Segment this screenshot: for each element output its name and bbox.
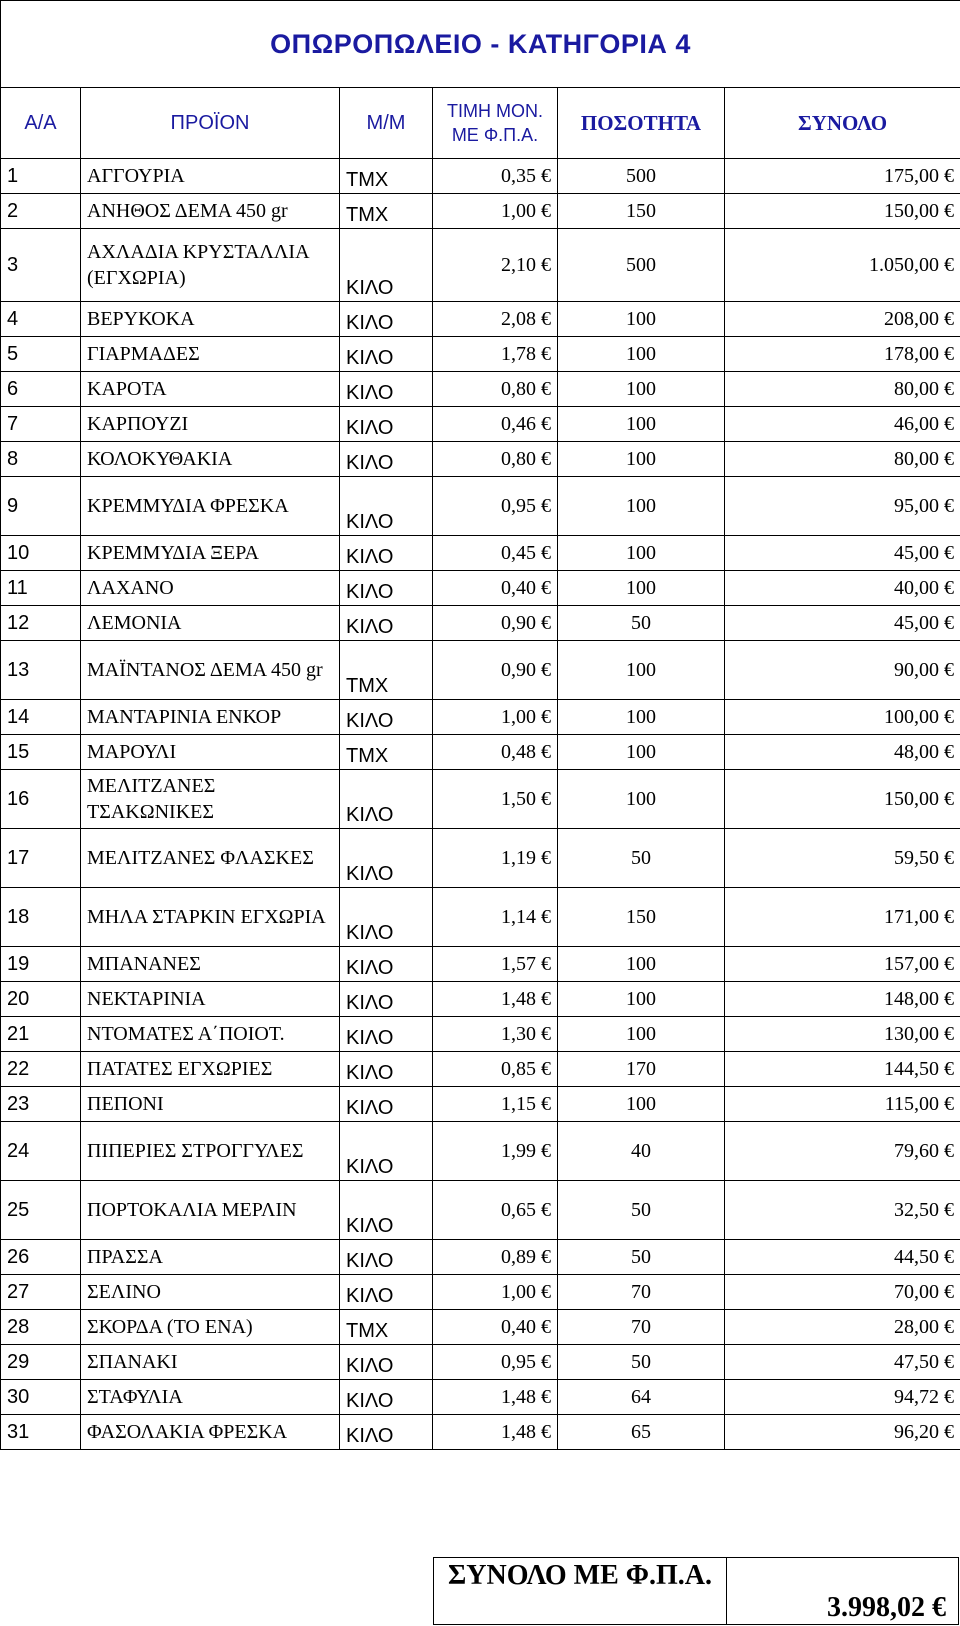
row-unit-price: 1,57 €	[433, 947, 558, 982]
row-unit: ΚΙΛΟ	[340, 1122, 433, 1181]
row-number: 15	[1, 735, 81, 770]
table-row	[1, 1122, 960, 1181]
row-number: 25	[1, 1181, 81, 1240]
row-product-name: ΜΠΑΝΑΝΕΣ	[81, 947, 340, 982]
row-unit-price: 0,45 €	[433, 536, 558, 571]
row-total: 46,00 €	[725, 407, 960, 442]
row-product-name: ΚΑΡΟΤΑ	[81, 372, 340, 407]
row-product-name: ΚΑΡΠΟΥΖΙ	[81, 407, 340, 442]
table-row	[1, 229, 960, 302]
row-total: 94,72 €	[725, 1380, 960, 1415]
row-unit: ΚΙΛΟ	[340, 947, 433, 982]
table-row	[1, 407, 960, 442]
table-row	[1, 1017, 960, 1052]
row-unit-price: 0,40 €	[433, 1310, 558, 1345]
row-quantity: 70	[558, 1275, 725, 1310]
row-unit: ΚΙΛΟ	[340, 606, 433, 641]
row-product-name: ΛΕΜΟΝΙΑ	[81, 606, 340, 641]
row-quantity: 70	[558, 1310, 725, 1345]
row-product-name: ΒΕΡΥΚΟΚΑ	[81, 302, 340, 337]
row-product-name: ΑΓΓΟΥΡΙΑ	[81, 159, 340, 194]
row-total: 79,60 €	[725, 1122, 960, 1181]
table-row	[1, 1181, 960, 1240]
row-unit: ΚΙΛΟ	[340, 1380, 433, 1415]
row-quantity: 50	[558, 1345, 725, 1380]
table-row	[1, 1415, 960, 1450]
row-unit: ΚΙΛΟ	[340, 1415, 433, 1450]
row-unit-price: 0,95 €	[433, 1345, 558, 1380]
row-unit-price: 1,19 €	[433, 829, 558, 888]
table-row	[1, 1275, 960, 1310]
row-unit-price: 1,78 €	[433, 337, 558, 372]
row-product-name: ΝΕΚΤΑΡΙΝΙΑ	[81, 982, 340, 1017]
row-number: 31	[1, 1415, 81, 1450]
row-unit-price: 1,00 €	[433, 1275, 558, 1310]
grand-total-value: 3.998,02 €	[827, 1592, 946, 1623]
row-number: 14	[1, 700, 81, 735]
row-number: 20	[1, 982, 81, 1017]
row-quantity: 100	[558, 1087, 725, 1122]
row-product-name: ΓΙΑΡΜΑΔΕΣ	[81, 337, 340, 372]
row-unit-price: 0,90 €	[433, 641, 558, 700]
row-quantity: 50	[558, 829, 725, 888]
row-number: 13	[1, 641, 81, 700]
row-unit-price: 2,08 €	[433, 302, 558, 337]
row-total: 90,00 €	[725, 641, 960, 700]
row-quantity: 100	[558, 477, 725, 536]
row-product-name: ΣΠΑΝΑΚΙ	[81, 1345, 340, 1380]
row-number: 12	[1, 606, 81, 641]
row-unit-price: 2,10 €	[433, 229, 558, 302]
row-number: 21	[1, 1017, 81, 1052]
row-unit-price: 1,30 €	[433, 1017, 558, 1052]
row-total: 171,00 €	[725, 888, 960, 947]
row-number: 27	[1, 1275, 81, 1310]
table-row	[1, 770, 960, 829]
header-quantity: ΠΟΣΟΤΗΤΑ	[558, 88, 725, 159]
row-quantity: 100	[558, 641, 725, 700]
row-unit: ΚΙΛΟ	[340, 442, 433, 477]
row-number: 28	[1, 1310, 81, 1345]
table-row	[1, 1380, 960, 1415]
row-total: 115,00 €	[725, 1087, 960, 1122]
row-unit-price: 1,50 €	[433, 770, 558, 829]
row-quantity: 100	[558, 982, 725, 1017]
row-number: 24	[1, 1122, 81, 1181]
row-product-name: ΠΕΠΟΝΙ	[81, 1087, 340, 1122]
row-unit-price: 0,40 €	[433, 571, 558, 606]
table-row	[1, 700, 960, 735]
row-total: 144,50 €	[725, 1052, 960, 1087]
row-unit-price: 0,80 €	[433, 372, 558, 407]
row-total: 28,00 €	[725, 1310, 960, 1345]
table-row	[1, 442, 960, 477]
header-total: ΣΥΝΟΛΟ	[725, 88, 960, 159]
row-unit: ΚΙΛΟ	[340, 536, 433, 571]
row-unit-price: 1,14 €	[433, 888, 558, 947]
table-row	[1, 1052, 960, 1087]
row-unit: ΚΙΛΟ	[340, 1275, 433, 1310]
table-row	[1, 1087, 960, 1122]
row-unit-price: 0,65 €	[433, 1181, 558, 1240]
row-unit: ΤΜΧ	[340, 194, 433, 229]
row-unit-price: 1,48 €	[433, 1380, 558, 1415]
row-unit: ΤΜΧ	[340, 641, 433, 700]
table-row	[1, 982, 960, 1017]
row-unit: ΚΙΛΟ	[340, 302, 433, 337]
header-product: ΠΡΟΪΟΝ	[81, 88, 340, 159]
row-total: 1.050,00 €	[725, 229, 960, 302]
row-unit: ΚΙΛΟ	[340, 1345, 433, 1380]
row-number: 1	[1, 159, 81, 194]
row-total: 100,00 €	[725, 700, 960, 735]
row-total: 80,00 €	[725, 372, 960, 407]
row-total: 148,00 €	[725, 982, 960, 1017]
table-row	[1, 477, 960, 536]
row-quantity: 100	[558, 407, 725, 442]
table-row	[1, 337, 960, 372]
row-total: 130,00 €	[725, 1017, 960, 1052]
row-unit-price: 1,48 €	[433, 1415, 558, 1450]
row-product-name: ΚΡΕΜΜΥΔΙΑ ΞΕΡΑ	[81, 536, 340, 571]
row-unit-price: 0,90 €	[433, 606, 558, 641]
row-product-name: ΜΕΛΙΤΖΑΝΕΣ ΤΣΑΚΩΝΙΚΕΣ	[81, 770, 340, 829]
row-unit-price: 1,15 €	[433, 1087, 558, 1122]
table-row	[1, 536, 960, 571]
row-number: 29	[1, 1345, 81, 1380]
row-quantity: 100	[558, 337, 725, 372]
row-unit-price: 0,46 €	[433, 407, 558, 442]
row-product-name: ΜΑΝΤΑΡΙΝΙΑ ΕΝΚΟΡ	[81, 700, 340, 735]
row-quantity: 150	[558, 194, 725, 229]
row-quantity: 65	[558, 1415, 725, 1450]
row-unit: ΚΙΛΟ	[340, 337, 433, 372]
row-quantity: 50	[558, 1181, 725, 1240]
row-number: 16	[1, 770, 81, 829]
row-total: 150,00 €	[725, 770, 960, 829]
row-unit: ΤΜΧ	[340, 1310, 433, 1345]
table-row	[1, 641, 960, 700]
row-product-name: ΚΟΛΟΚΥΘΑΚΙΑ	[81, 442, 340, 477]
row-number: 9	[1, 477, 81, 536]
row-unit: ΚΙΛΟ	[340, 829, 433, 888]
header-price: ΤΙΜΗ ΜΟΝ. ΜΕ Φ.Π.Α.	[433, 88, 558, 159]
row-unit: ΚΙΛΟ	[340, 1181, 433, 1240]
table-row	[1, 829, 960, 888]
row-unit-price: 1,99 €	[433, 1122, 558, 1181]
row-unit: ΤΜΧ	[340, 735, 433, 770]
row-number: 26	[1, 1240, 81, 1275]
table-row	[1, 947, 960, 982]
row-quantity: 100	[558, 302, 725, 337]
row-quantity: 50	[558, 1240, 725, 1275]
row-unit-price: 0,95 €	[433, 477, 558, 536]
row-unit: ΚΙΛΟ	[340, 372, 433, 407]
grand-total-label: ΣΥΝΟΛΟ ΜΕ Φ.Π.Α.	[434, 1558, 727, 1624]
row-total: 208,00 €	[725, 302, 960, 337]
row-unit-price: 1,48 €	[433, 982, 558, 1017]
row-product-name: ΑΧΛΑΔΙΑ ΚΡΥΣΤΑΛΛΙΑ (ΕΓΧΩΡΙΑ)	[81, 229, 340, 302]
row-unit: ΚΙΛΟ	[340, 407, 433, 442]
row-number: 7	[1, 407, 81, 442]
table-row	[1, 159, 960, 194]
header-aa: Α/Α	[1, 88, 81, 159]
row-product-name: ΝΤΟΜΑΤΕΣ Α΄ΠΟΙΟΤ.	[81, 1017, 340, 1052]
table-row	[1, 606, 960, 641]
row-number: 23	[1, 1087, 81, 1122]
row-total: 40,00 €	[725, 571, 960, 606]
row-quantity: 100	[558, 372, 725, 407]
row-number: 2	[1, 194, 81, 229]
row-unit: ΚΙΛΟ	[340, 1087, 433, 1122]
row-number: 11	[1, 571, 81, 606]
row-unit-price: 0,80 €	[433, 442, 558, 477]
row-total: 80,00 €	[725, 442, 960, 477]
row-unit: ΚΙΛΟ	[340, 1017, 433, 1052]
row-number: 3	[1, 229, 81, 302]
row-total: 59,50 €	[725, 829, 960, 888]
row-quantity: 100	[558, 700, 725, 735]
row-quantity: 40	[558, 1122, 725, 1181]
row-product-name: ΠΟΡΤΟΚΑΛΙΑ ΜΕΡΛΙΝ	[81, 1181, 340, 1240]
row-product-name: ΠΙΠΕΡΙΕΣ ΣΤΡΟΓΓΥΛΕΣ	[81, 1122, 340, 1181]
row-quantity: 500	[558, 159, 725, 194]
row-total: 175,00 €	[725, 159, 960, 194]
row-total: 32,50 €	[725, 1181, 960, 1240]
row-number: 19	[1, 947, 81, 982]
row-number: 17	[1, 829, 81, 888]
row-product-name: ΜΑΪΝΤΑΝΟΣ ΔΕΜΑ 450 gr	[81, 641, 340, 700]
row-unit: ΚΙΛΟ	[340, 477, 433, 536]
row-unit-price: 0,85 €	[433, 1052, 558, 1087]
row-product-name: ΛΑΧΑΝΟ	[81, 571, 340, 606]
grand-total-box	[433, 1557, 959, 1625]
row-unit-price: 1,00 €	[433, 194, 558, 229]
row-quantity: 64	[558, 1380, 725, 1415]
row-number: 6	[1, 372, 81, 407]
row-quantity: 100	[558, 947, 725, 982]
table-row	[1, 194, 960, 229]
row-unit: ΚΙΛΟ	[340, 700, 433, 735]
row-product-name: ΠΡΑΣΣΑ	[81, 1240, 340, 1275]
table-row	[1, 302, 960, 337]
row-total: 96,20 €	[725, 1415, 960, 1450]
row-total: 44,50 €	[725, 1240, 960, 1275]
row-unit-price: 0,89 €	[433, 1240, 558, 1275]
row-unit-price: 0,35 €	[433, 159, 558, 194]
header-unit: Μ/Μ	[340, 88, 433, 159]
row-unit: ΤΜΧ	[340, 159, 433, 194]
row-product-name: ΜΕΛΙΤΖΑΝΕΣ ΦΛΑΣΚΕΣ	[81, 829, 340, 888]
row-unit: ΚΙΛΟ	[340, 1052, 433, 1087]
row-total: 70,00 €	[725, 1275, 960, 1310]
row-unit-price: 1,00 €	[433, 700, 558, 735]
row-total: 95,00 €	[725, 477, 960, 536]
row-number: 8	[1, 442, 81, 477]
row-quantity: 500	[558, 229, 725, 302]
row-quantity: 100	[558, 442, 725, 477]
row-product-name: ΜΑΡΟΥΛΙ	[81, 735, 340, 770]
row-total: 48,00 €	[725, 735, 960, 770]
row-product-name: ΦΑΣΟΛΑΚΙΑ ΦΡΕΣΚΑ	[81, 1415, 340, 1450]
row-number: 4	[1, 302, 81, 337]
row-unit: ΚΙΛΟ	[340, 982, 433, 1017]
row-number: 10	[1, 536, 81, 571]
row-quantity: 100	[558, 571, 725, 606]
row-product-name: ΑΝΗΘΟΣ ΔΕΜΑ 450 gr	[81, 194, 340, 229]
page-title: ΟΠΩΡΟΠΩΛΕΙΟ - ΚΑΤΗΓΟΡΙΑ 4	[1, 1, 960, 88]
table-row	[1, 1240, 960, 1275]
row-number: 30	[1, 1380, 81, 1415]
table-row	[1, 735, 960, 770]
row-total: 157,00 €	[725, 947, 960, 982]
row-quantity: 100	[558, 1017, 725, 1052]
table-row	[1, 1310, 960, 1345]
row-product-name: ΜΗΛΑ ΣΤΑΡΚΙΝ ΕΓΧΩΡΙΑ	[81, 888, 340, 947]
row-product-name: ΣΤΑΦΥΛΙΑ	[81, 1380, 340, 1415]
row-number: 18	[1, 888, 81, 947]
row-total: 45,00 €	[725, 606, 960, 641]
row-product-name: ΠΑΤΑΤΕΣ ΕΓΧΩΡΙΕΣ	[81, 1052, 340, 1087]
row-number: 22	[1, 1052, 81, 1087]
row-quantity: 150	[558, 888, 725, 947]
table-row	[1, 888, 960, 947]
table-row	[1, 372, 960, 407]
row-number: 5	[1, 337, 81, 372]
row-total: 150,00 €	[725, 194, 960, 229]
row-quantity: 50	[558, 606, 725, 641]
row-total: 178,00 €	[725, 337, 960, 372]
row-product-name: ΚΡΕΜΜΥΔΙΑ ΦΡΕΣΚΑ	[81, 477, 340, 536]
row-quantity: 100	[558, 735, 725, 770]
row-unit: ΚΙΛΟ	[340, 571, 433, 606]
row-total: 47,50 €	[725, 1345, 960, 1380]
row-quantity: 170	[558, 1052, 725, 1087]
row-unit-price: 0,48 €	[433, 735, 558, 770]
table-row	[1, 1345, 960, 1380]
table-row	[1, 571, 960, 606]
row-unit: ΚΙΛΟ	[340, 888, 433, 947]
row-product-name: ΣΕΛΙΝΟ	[81, 1275, 340, 1310]
row-unit: ΚΙΛΟ	[340, 229, 433, 302]
row-total: 45,00 €	[725, 536, 960, 571]
row-product-name: ΣΚΟΡΔΑ (ΤΟ ΕΝΑ)	[81, 1310, 340, 1345]
table-header-row	[1, 88, 960, 159]
row-quantity: 100	[558, 770, 725, 829]
row-quantity: 100	[558, 536, 725, 571]
row-unit: ΚΙΛΟ	[340, 1240, 433, 1275]
row-unit: ΚΙΛΟ	[340, 770, 433, 829]
